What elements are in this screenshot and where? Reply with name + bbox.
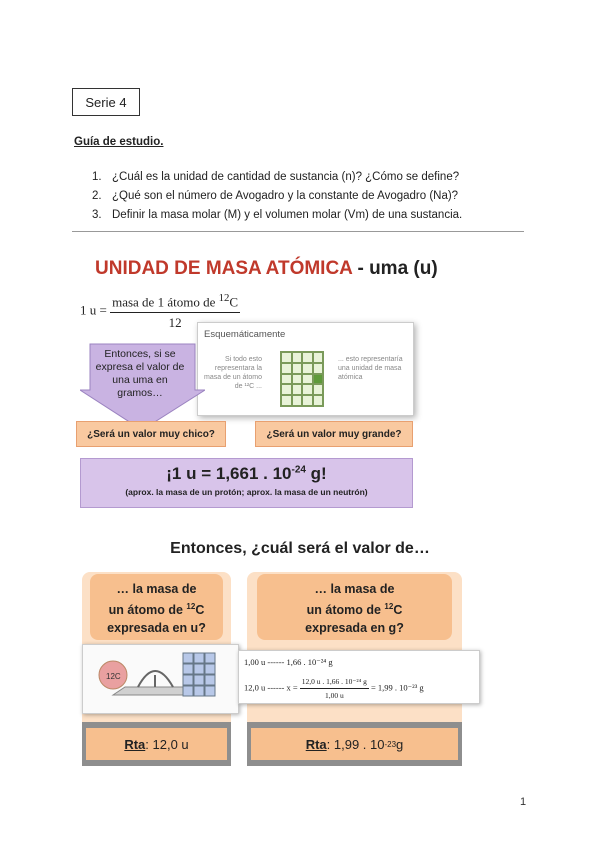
grid-cell [281,363,292,374]
left-answer-value: : 12,0 u [145,736,189,752]
uma-value-box [80,458,413,508]
formula-num-text: masa de 1 átomo de [112,294,219,310]
scale-illustration [82,644,239,714]
calc-result: = 1,99 . 10⁻²³ g [370,682,424,693]
list-item [92,168,462,187]
grid-cell [292,395,303,406]
uma-value-exponent: -24 [291,464,306,476]
left-line2-sup: 12 [186,602,196,611]
uma-value-suffix: g! [305,464,327,483]
question-number: 1. [92,171,102,183]
calculation-box [238,650,480,704]
left-line2-element: C [195,603,205,618]
right-answer-label: Rta [305,736,327,752]
grid-cell [313,363,324,374]
grid-cell [292,363,303,374]
grid-cell [302,352,313,363]
section-title: Entonces, ¿cuál será el valor de… [170,540,430,557]
right-answer-value: : 1,99 . 10 [326,736,385,752]
uma-value [81,464,412,484]
question-text: ¿Cuál es la unidad de cantidad de sustancia (n)? ¿Cómo se define? [112,171,460,183]
formula-lhs: 1 u = [80,302,107,318]
right-answer [251,728,458,760]
grid-cell [292,374,303,385]
grid-cell [302,384,313,395]
schematic-left-text: Si todo esto representara la masa de un átomo de ¹²C ... [204,356,262,390]
right-answer-unit: g [396,736,404,752]
formula-denominator: 12 [168,315,182,331]
uma-title-dash: - [352,258,370,279]
schematic-grid [280,351,324,407]
grid-cell [281,395,292,406]
question-text: Definir la masa molar (M) y el volumen molar (Vm) de una sustancia. [112,209,463,221]
schematic-right-text: ... esto representaría una unidad de masa atómica [338,356,403,381]
right-line2-sup: 12 [384,602,394,611]
calc-line2-lhs: 12,0 u ------ x = [244,682,298,693]
schematic-figure [197,322,414,416]
right-answer-exponent: -23 [384,739,397,749]
right-question-line1: … la masa de [314,582,395,596]
uma-title-unit: uma (u) [369,258,438,279]
left-answer [86,728,227,760]
calc-fraction [300,677,369,700]
left-answer-label: Rta [124,736,146,752]
uma-value-prefix: ¡1 u = 1,661 . 10 [166,464,292,483]
calc-fraction-num: 12,0 u . 1,66 . 10⁻²⁴ g [300,677,369,689]
uma-value-note: (aprox. la masa de un protón; aprox. la masa de un neutrón) [125,487,368,497]
calc-line2 [244,677,424,700]
grid-cell [302,374,313,385]
small-value-question: ¿Será un valor muy chico? [76,421,226,447]
question-number: 3. [92,209,102,221]
grid-cell [292,352,303,363]
page-number: 1 [520,796,527,808]
divider [72,231,524,232]
calc-fraction-den: 1,00 u [324,691,344,700]
grid-cell [313,395,324,406]
grid-cell [313,352,324,363]
grid-cell-highlight [313,374,324,385]
right-line2-text: un átomo de [306,603,385,618]
schematic-title: Esquemáticamente [204,329,286,340]
question-text: ¿Qué son el número de Avogadro y la constante de Avogadro (Na)? [112,190,459,202]
grid-cell [292,384,303,395]
formula-numerator [110,292,240,313]
right-line2-element: C [393,603,403,618]
grid-cell [281,374,292,385]
arrow-text: Entonces, si se expresa el valor de una uma en gramos… [95,348,185,399]
list-item [92,187,462,206]
grid-cell [302,363,313,374]
right-question-line3: expresada en g? [305,621,404,636]
formula-num-sup: 12 [218,292,230,304]
grid-cell [302,395,313,406]
svg-text:12C: 12C [106,672,121,681]
uma-title-red: UNIDAD DE MASA ATÓMICA [95,258,353,279]
left-line2-text: un átomo de [108,603,187,618]
balance-scale-icon [83,645,238,713]
left-question-box [90,574,223,640]
uma-title [95,258,438,280]
list-item [92,206,462,225]
question-number: 2. [92,190,102,202]
right-question-box [257,574,452,640]
series-label: Serie 4 [72,88,140,116]
grid-cell [281,384,292,395]
large-value-question: ¿Será un valor muy grande? [255,421,413,447]
guide-title: Guía de estudio. [74,136,164,148]
calc-line1: 1,00 u ------ 1,66 . 10⁻²⁴ g [244,657,333,667]
grid-cell [313,384,324,395]
question-list [92,168,462,225]
grid-cell [281,352,292,363]
left-question-line3: expresada en u? [107,621,206,636]
right-question-line2 [257,598,452,619]
left-question-line1: … la masa de [116,582,197,596]
formula-num-element: C [229,294,239,310]
left-question-line2 [90,598,223,619]
